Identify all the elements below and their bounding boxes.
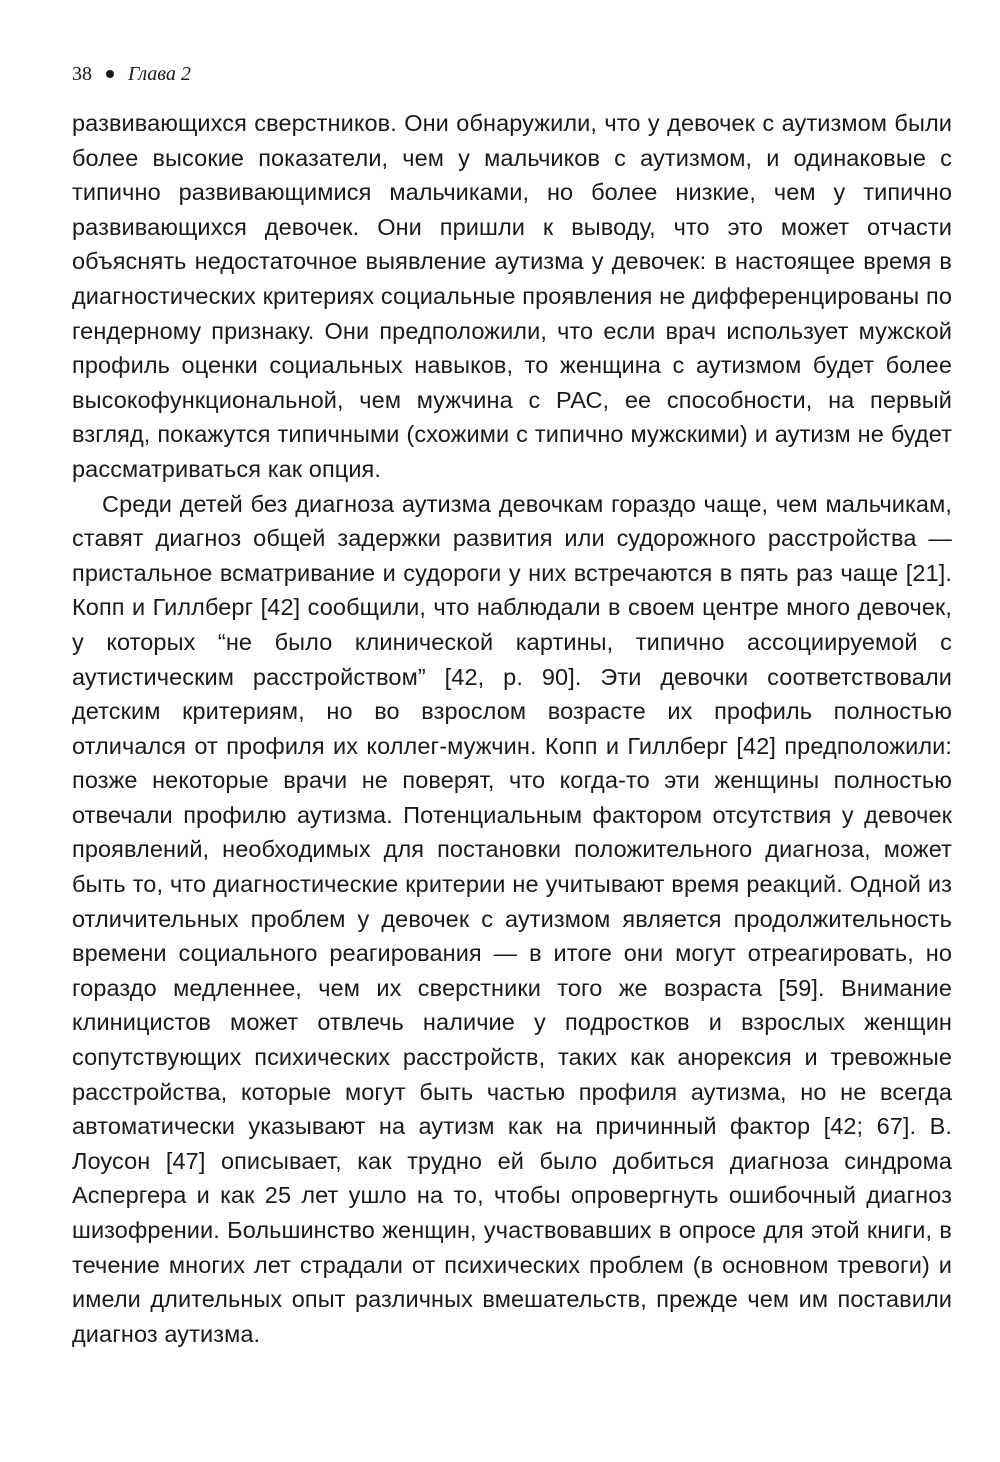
- running-head: [72, 60, 952, 88]
- body-text: [72, 106, 952, 1351]
- paragraph-2: Среди детей без диагноза аутизма девочкам гораздо чаще, чем мальчикам, ставят диагноз общей задержки развития или судорожного расстройства — пристальное всматривание и судороги у них встречаются в пять раз чаще [21]. Копп и Гиллберг [42] сообщили, что наблюдали в своем центре много девочек, у которых “не было клинической картины, типично ассоциируемой с аутистическим расстройством” [42, р. 90]. Эти девочки соответствовали детским критериям, но во взрослом возрасте их профиль полностью отличался от профиля их коллег-мужчин. Копп и Гиллберг [42] предположили: позже некоторые врачи не поверят, что когда-то эти женщины полностью отвечали профилю аутизма. Потенциальным фактором отсутствия у девочек проявлений, необходимых для постановки положительного диагноза, может быть то, что диагностические критерии не учитывают время реакций. Одной из отличительных проблем у девочек с аутизмом является продолжительность времени социального реагирования — в итоге они могут отреагировать, но гораздо медленнее, чем их сверстники того же возраста [59]. Внимание клиницистов может отвлечь наличие у подростков и взрослых женщин сопутствующих психических расстройств, таких как анорексия и тревожные расстройства, которые могут быть частью профиля аутизма, но не всегда автоматически указывают на аутизм как на причинный фактор [42; 67]. В. Лоусон [47] описывает, как трудно ей было добиться диагноза синдрома Аспергера и как 25 лет ушло на то, чтобы опровергнуть ошибочный диагноз шизофрении. Большинство женщин, участвовавших в опросе для этой книги, в течение многих лет страдали от психических проблем (в основном тревоги) и имели длительных опыт различных вмешательств, прежде чем им поставили диагноз аутизма.: [72, 490, 952, 1347]
- book-page: [72, 60, 952, 1351]
- chapter-title: Глава 2: [128, 63, 191, 85]
- page-number: 38: [72, 63, 92, 85]
- bullet-separator: [106, 70, 114, 78]
- paragraph-1: развивающихся сверстников. Они обнаружили, что у девочек с аутизмом были более высокие показатели, чем у мальчиков с аутизмом, и одинаковые с типично развивающимися мальчиками, но более низкие, чем у типично развивающихся девочек. Они пришли к выводу, что это может отчасти объяснять недостаточное выявление аутизма у девочек: в настоящее время в диагностических критериях социальные проявления не дифференцированы по гендерному признаку. Они предположили, что если врач использует мужской профиль оценки социальных навыков, то женщина с аутизмом будет более высокофункциональной, чем мужчина с РАС, ее способности, на первый взгляд, покажутся типичными (схожими с типично мужскими) и аутизм не будет рассматриваться как опция.: [72, 110, 952, 482]
